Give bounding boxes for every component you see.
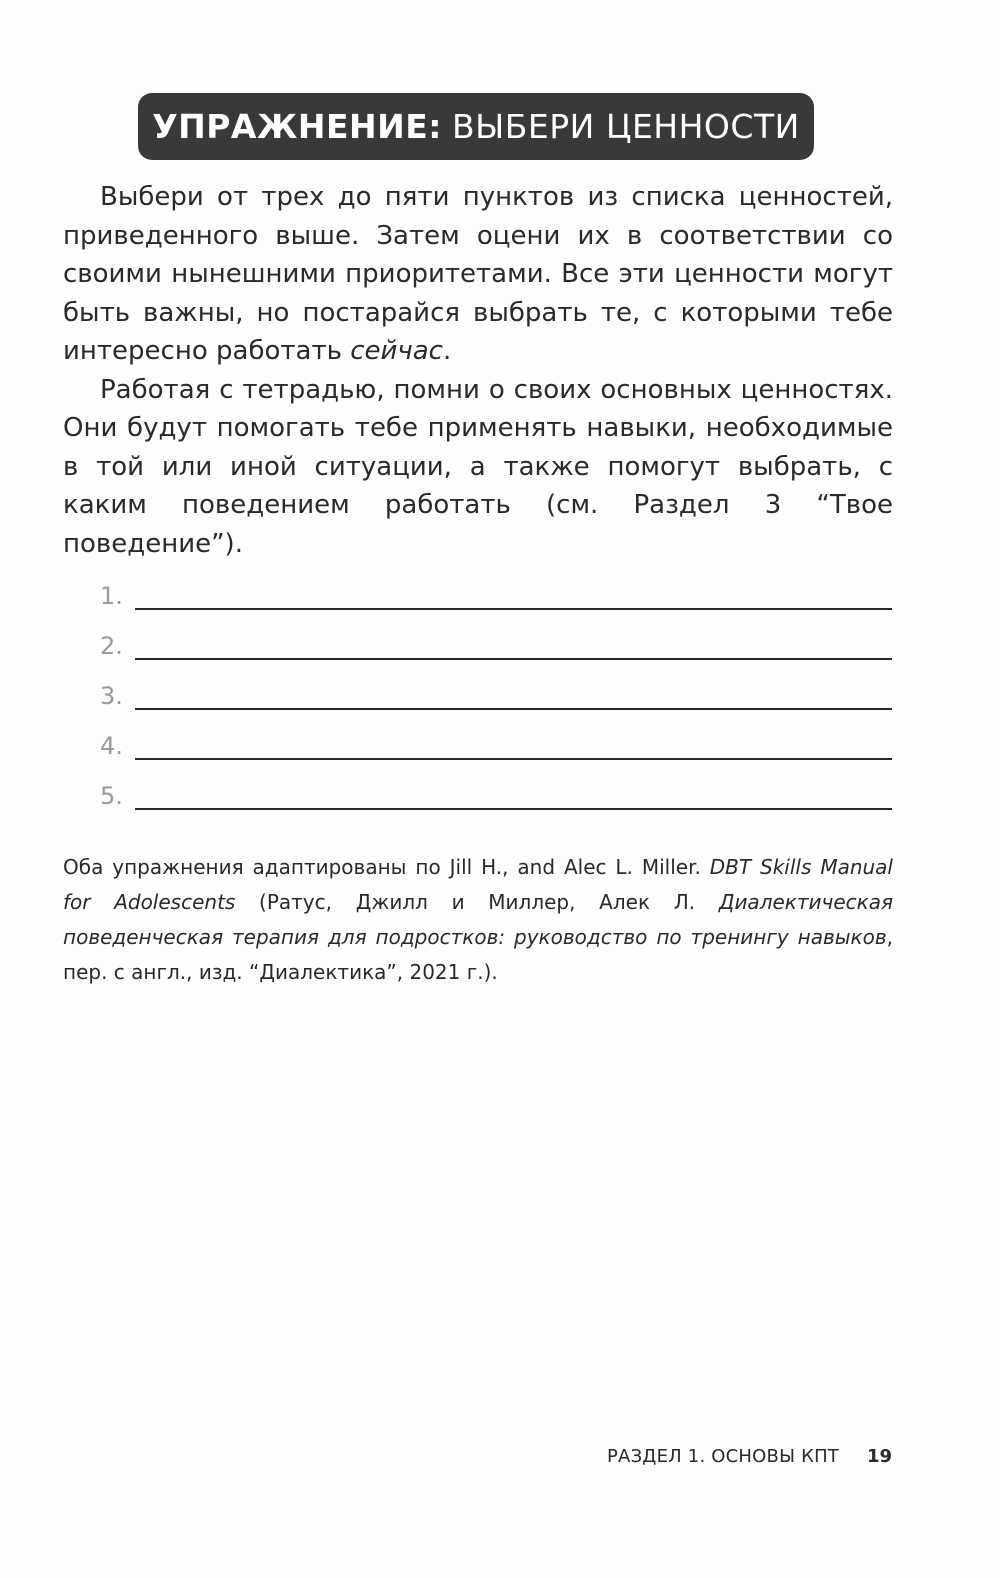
emphasis-now: сейчас [350,336,443,366]
paragraph-1: Выбери от трех до пяти пунктов из списка ценностей, приведенного выше. Затем оцени их в соответствии со своими нынешними приоритетами. Все эти ценности могут быть важны, но постарайся выбрать те, с которыми тебе интересно работать сейчас. [63,182,893,366]
exercise-banner [138,93,814,160]
exercise-label: УПРАЖНЕНИЕ: [152,107,443,146]
answer-number: 2. [100,632,123,660]
answer-rule [135,658,892,660]
running-section-title: РАЗДЕЛ 1. ОСНОВЫ КПТ [607,1446,839,1467]
answer-rule [135,808,892,810]
page-number: 19 [867,1446,893,1467]
answer-number: 3. [100,682,123,710]
answer-number: 5. [100,782,123,810]
answer-rule [135,758,892,760]
answer-line-5[interactable] [100,780,892,830]
answer-rule [135,708,892,710]
book-title-en: DBT Skills Manual for Adolescents [63,855,893,914]
source-footnote: Оба упражнения адаптированы по Jill H., and Alec L. Miller. DBT Skills Manual for Adolescents (Ратус, Джилл и Миллер, Алек Л. Диалектическая поведенческая терапия для подростков: руководство по тренингу навыков, пер. с англ., изд. “Диалектика”, 2021 г.). [63,855,893,984]
answer-line-1[interactable] [100,580,892,630]
paragraph-2: Работая с тетрадью, помни о своих основных ценностях. Они будут помогать тебе применять навыки, необходимые в той или иной ситуации, а также помогут выбрать, с каким поведением работать (см. Раздел 3 “Твое поведение”). [63,374,893,559]
answer-line-3[interactable] [100,680,892,730]
book-title-ru: Диалектическая поведенческая терапия для подростков: руководство по тренингу навыков [63,890,893,949]
answer-line-4[interactable] [100,730,892,780]
answer-number: 4. [100,732,123,760]
exercise-title: ВЫБЕРИ ЦЕННОСТИ [452,107,800,146]
exercise-instructions [63,178,893,563]
answer-number: 1. [100,582,123,610]
values-answer-list [100,580,892,830]
answer-rule [135,608,892,610]
page-footer [607,1446,892,1467]
answer-line-2[interactable] [100,630,892,680]
